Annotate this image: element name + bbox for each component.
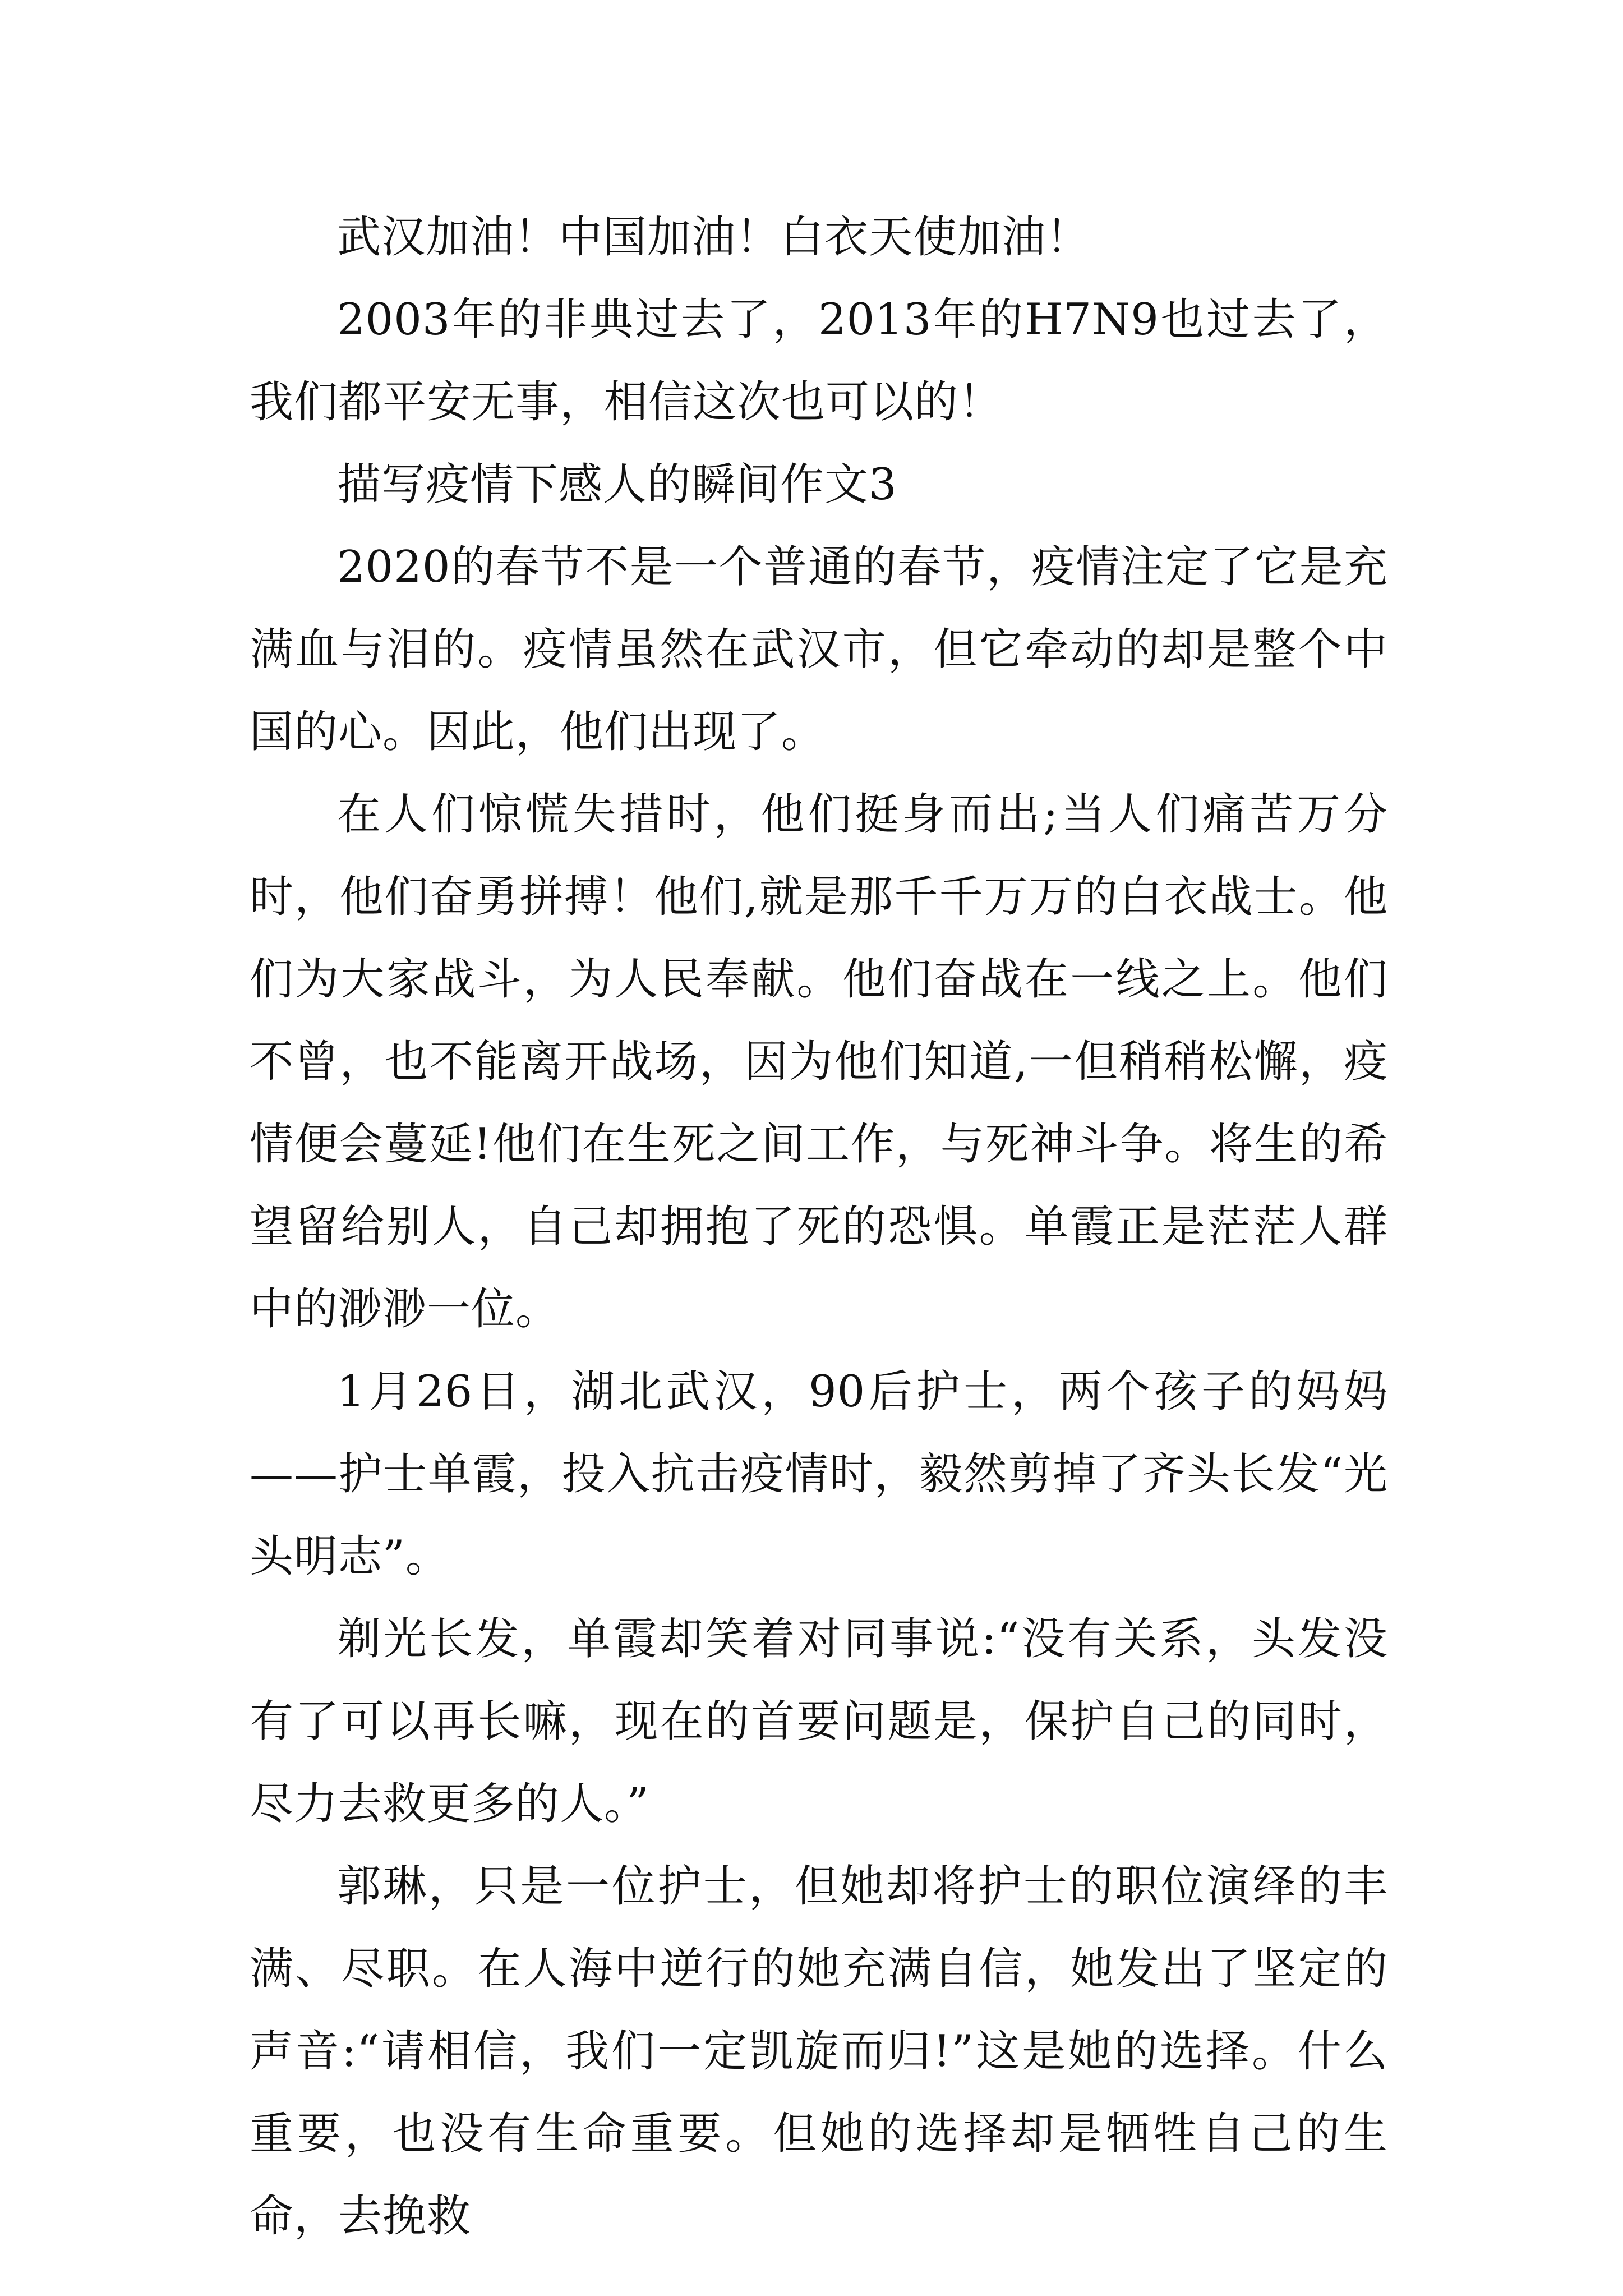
- paragraph-spring-festival: 2020的春节不是一个普通的春节，疫情注定了它是充满血与泪的。疫情虽然在武汉市，但它牵动的却是整个中国的心。因此，他们出现了。: [250, 542, 1388, 757]
- essay-body: [250, 196, 1388, 2258]
- paragraph-shaved-hair: 剃光长发，单霞却笑着对同事说:“没有关系，头发没有了可以再长嘛，现在的首要问题是，保护自己的同时，尽力去救更多的人。”: [250, 1614, 1388, 1829]
- essay-title: 描写疫情下感人的瞬间作文3: [337, 459, 897, 510]
- paragraph-past-epidemics: 2003年的非典过去了，2013年的H7N9也过去了，我们都平安无事，相信这次也可以的！: [250, 295, 1388, 427]
- paragraph-cheer: 武汉加油！中国加油！白衣天使加油！: [337, 212, 1091, 263]
- paragraph-nurse-shan-xia: 1月26日，湖北武汉，90后护士，两个孩子的妈妈——护士单霞，投入抗击疫情时，毅然剪掉了齐头长发“光头明志”。: [250, 1366, 1388, 1582]
- paragraph-white-warriors: 在人们惊慌失措时，他们挺身而出;当人们痛苦万分时，他们奋勇拼搏！他们,就是那千千万万的白衣战士。他们为大家战斗，为人民奉献。他们奋战在一线之上。他们不曾，也不能离开战场，因为他们知道,一但稍稍松懈，疫情便会蔓延!他们在生死之间工作，与死神斗争。将生的希望留给别人，自己却拥抱了死的恐惧。单霞正是茫茫人群中的渺渺一位。: [250, 789, 1388, 1335]
- paragraph-nurse-guo-lin: 郭琳，只是一位护士，但她却将护士的职位演绎的丰满、尽职。在人海中逆行的她充满自信，她发出了坚定的声音:“请相信，我们一定凯旋而归!”这是她的选择。什么重要，也没有生命重要。但她的选择却是牺牲自己的生命，去挽救: [250, 1861, 1388, 2242]
